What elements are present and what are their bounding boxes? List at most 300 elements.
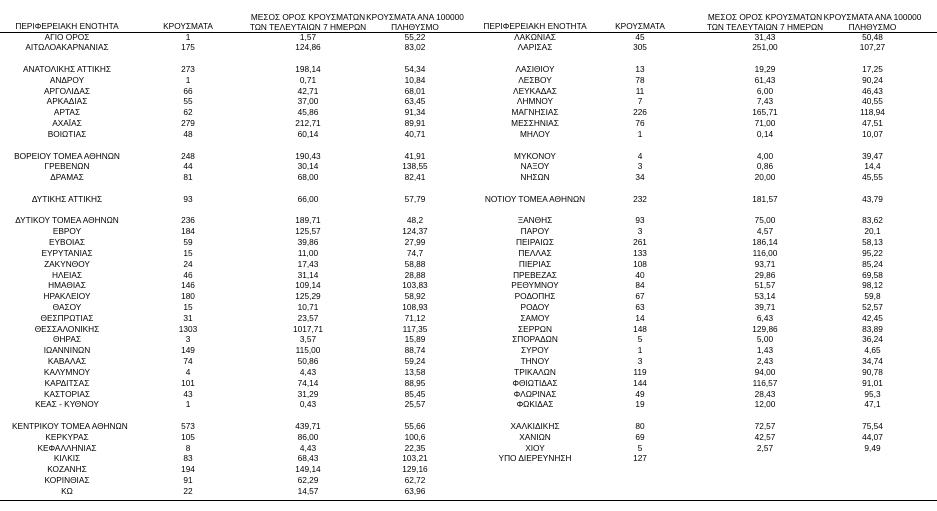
row-name: ΘΕΣΣΑΛΟΝΙΚΗΣ [34,323,100,334]
row-per100k: 9,49 [864,442,881,453]
row-avg7: 29,86 [754,269,776,280]
bottom-rule [0,500,937,501]
row-name: ΚΟΡΙΝΘΙΑΣ [44,475,90,486]
row-per100k: 34,74 [862,356,883,367]
header-cases-left: ΚΡΟΥΣΜΑΤΑ [163,21,213,31]
row-cases: 43 [183,388,193,399]
row-cases: 148 [633,323,647,334]
row-name: ΔΡΑΜΑΣ [50,172,84,183]
row-cases: 24 [183,258,193,269]
row-cases: 261 [633,237,647,248]
row-name: ΑΝΔΡΟΥ [49,74,85,85]
header-avg7-line2: ΤΩΝ ΤΕΛΕΥΤΑΙΩΝ 7 ΗΜΕΡΩΝ [249,21,367,32]
header-per100k-left [360,13,470,32]
row-cases: 133 [633,247,647,258]
row-avg7: 37,00 [297,96,319,107]
row-name: ΧΙΟΥ [525,442,545,453]
row-avg7: 212,71 [295,118,321,129]
row-name: ΑΙΤΩΛΟΑΚΑΡΝΑΝΙΑΣ [25,42,109,53]
row-per100k: 13,58 [404,366,426,377]
row-avg7: 125,57 [295,226,321,237]
row-avg7: 19,29 [754,63,776,74]
row-name: ΠΡΕΒΕΖΑΣ [513,269,557,280]
row-cases: 44 [183,161,193,172]
row-name: ΠΑΡΟΥ [520,226,550,237]
row-avg7: 1,43 [756,345,774,356]
row-per100k: 89,91 [404,118,426,129]
row-cases: 93 [183,193,193,204]
row-cases: 45 [635,31,645,42]
row-name: ΛΕΣΒΟΥ [518,74,552,85]
row-per100k: 36,24 [862,334,883,345]
row-avg7: 0,14 [756,128,774,139]
row-avg7: 11,00 [297,247,319,258]
row-per100k: 85,45 [404,388,426,399]
row-name: ΗΡΑΚΛΕΙΟΥ [43,291,91,302]
row-name: ΡΕΘΥΜΝΟΥ [511,280,559,291]
row-cases: 3 [637,356,643,367]
row-cases: 91 [183,475,193,486]
row-cases: 83 [183,453,193,464]
row-avg7: 51,57 [754,280,776,291]
row-avg7: 149,14 [295,464,321,475]
row-avg7: 45,86 [297,107,319,118]
row-per100k: 39,47 [862,150,883,161]
row-avg7: 198,14 [295,63,321,74]
row-cases: 19 [635,399,645,410]
row-name: ΑΝΑΤΟΛΙΚΗΣ ΑΤΤΙΚΗΣ [22,63,112,74]
row-name: ΑΡΤΑΣ [53,107,81,118]
row-per100k: 40,55 [862,96,883,107]
row-name: ΣΠΟΡΑΔΩΝ [512,334,558,345]
row-name: ΕΥΒΟΙΑΣ [48,237,86,248]
row-avg7: 68,00 [297,172,319,183]
row-cases: 101 [181,377,195,388]
row-cases: 4 [185,366,191,377]
row-per100k: 57,79 [404,193,426,204]
row-avg7: 50,86 [297,356,319,367]
row-per100k: 46,43 [862,85,883,96]
row-per100k: 15,89 [404,334,426,345]
row-per100k: 75,54 [862,421,883,432]
row-cases: 194 [181,464,195,475]
row-per100k: 100,6 [404,431,426,442]
row-name: ΤΗΝΟΥ [520,356,550,367]
row-cases: 305 [633,42,647,53]
row-name: ΧΑΛΚΙΔΙΚΗΣ [510,421,560,432]
row-avg7: 61,43 [754,74,776,85]
row-avg7: 125,29 [295,291,321,302]
row-per100k: 55,66 [404,421,426,432]
row-name: ΜΥΚΟΝΟΥ [514,150,556,161]
row-per100k: 83,89 [862,323,883,334]
row-avg7: 165,71 [752,107,778,118]
row-cases: 78 [635,74,645,85]
row-avg7: 39,86 [297,237,319,248]
row-per100k: 47,51 [862,118,883,129]
row-avg7: 20,00 [754,172,776,183]
row-cases: 80 [635,421,645,432]
header-per100k-line1: ΚΡΟΥΣΜΑΤΑ ΑΝΑ 100000 [823,12,922,22]
row-cases: 13 [635,63,645,74]
row-avg7: 31,14 [297,269,319,280]
row-avg7: 0,43 [299,399,317,410]
row-avg7: 1017,71 [293,323,323,334]
row-per100k: 95,22 [862,247,883,258]
row-cases: 573 [181,421,195,432]
row-cases: 49 [635,388,645,399]
row-name: ΣΕΡΡΩΝ [518,323,552,334]
row-cases: 59 [183,237,193,248]
row-per100k: 88,95 [404,377,426,388]
row-avg7: 190,43 [295,150,321,161]
row-name: ΣΥΡΟΥ [521,345,549,356]
row-name: ΚΕΦΑΛΛΗΝΙΑΣ [37,442,97,453]
row-cases: 119 [633,366,647,377]
row-name: ΛΑΣΙΘΙΟΥ [515,63,555,74]
row-per100k: 44,07 [862,431,883,442]
row-name: ΘΗΡΑΣ [52,334,82,345]
row-cases: 15 [183,302,193,312]
row-avg7: 0,86 [756,161,774,172]
row-per100k: 98,12 [862,280,883,291]
row-name: ΚΑΣΤΟΡΙΑΣ [43,388,91,399]
row-avg7: 116,00 [752,247,778,258]
row-per100k: 95,3 [864,388,881,399]
row-name: ΑΡΓΟΛΙΔΑΣ [44,85,90,96]
header-avg7-left [238,13,378,32]
row-per100k: 88,74 [404,345,426,356]
row-avg7: 4,57 [756,226,774,237]
row-name: ΔΥΤΙΚΟΥ ΤΟΜΕΑ ΑΘΗΝΩΝ [15,215,119,226]
row-cases: 1 [637,128,643,139]
row-name: ΛΕΥΚΑΔΑΣ [513,85,557,96]
row-cases: 66 [183,85,193,96]
row-cases: 226 [633,107,647,118]
row-per100k: 91,34 [404,107,426,118]
row-per100k: 63,96 [404,485,426,496]
row-per100k: 117,35 [402,323,428,334]
row-avg7: 7,43 [756,96,774,107]
row-name: ΒΟΡΕΙΟΥ ΤΟΜΕΑ ΑΘΗΝΩΝ [14,150,120,161]
row-avg7: 2,57 [756,442,774,453]
row-cases: 74 [183,356,193,367]
row-name: ΑΓΙΟ ΟΡΟΣ [44,31,90,42]
row-per100k: 58,88 [404,258,426,269]
row-per100k: 40,71 [404,128,426,139]
row-name: ΧΑΝΙΩΝ [519,431,551,442]
row-cases: 273 [181,63,195,74]
row-name: ΕΒΡΟΥ [52,226,82,237]
row-name: ΚΕΝΤΡΙΚΟΥ ΤΟΜΕΑ ΑΘΗΝΩΝ [12,421,128,432]
header-cases-right: ΚΡΟΥΣΜΑΤΑ [615,21,665,31]
row-name: ΙΩΑΝΝΙΝΩΝ [43,345,91,356]
row-per100k: 55,22 [404,31,426,42]
row-per100k: 20,1 [864,226,881,237]
row-cases: 69 [635,431,645,442]
row-name: ΡΟΔΟΠΗΣ [514,291,556,302]
row-name: ΦΛΩΡΙΝΑΣ [513,388,557,399]
row-name: ΝΟΤΙΟΥ ΤΟΜΕΑ ΑΘΗΝΩΝ [484,193,586,204]
row-cases: 3 [185,334,191,345]
row-avg7: 39,71 [754,302,776,312]
row-name: ΚΩ [61,485,73,496]
row-avg7: 116,57 [752,377,778,388]
row-per100k: 85,24 [862,258,883,269]
header-avg7-right [695,13,835,32]
row-avg7: 23,57 [297,312,319,323]
row-name: ΛΑΚΩΝΙΑΣ [514,31,556,42]
row-cases: 279 [181,118,195,129]
row-cases: 232 [633,193,647,204]
row-per100k: 14,4 [864,161,881,172]
row-name: ΚΕΡΚΥΡΑΣ [45,431,89,442]
row-avg7: 181,57 [752,193,778,204]
row-per100k: 108,93 [402,302,428,312]
row-avg7: 31,29 [297,388,319,399]
row-cases: 236 [181,215,195,226]
row-per100k: 69,58 [862,269,883,280]
header-per100k-line2: ΠΛΗΘΥΣΜΟ [848,21,897,32]
row-per100k: 62,72 [404,475,426,486]
row-cases: 5 [637,334,643,345]
row-name: ΘΕΣΠΡΩΤΙΑΣ [40,312,94,323]
row-avg7: 4,43 [299,366,317,377]
row-cases: 184 [181,226,195,237]
row-cases: 4 [637,150,643,161]
row-cases: 81 [183,172,193,183]
row-avg7: 74,14 [297,377,319,388]
row-name: ΜΑΓΝΗΣΙΑΣ [511,107,559,118]
row-per100k: 25,57 [404,399,426,410]
row-per100k: 63,45 [404,96,426,107]
row-avg7: 4,43 [299,442,317,453]
row-name: ΗΜΑΘΙΑΣ [48,280,86,291]
row-name: ΔΥΤΙΚΗΣ ΑΤΤΙΚΗΣ [31,193,103,204]
row-cases: 55 [183,96,193,107]
row-per100k: 58,92 [404,291,426,302]
row-avg7: 6,43 [756,312,774,323]
row-name: ΚΙΛΚΙΣ [53,453,81,464]
row-name: ΚΟΖΑΝΗΣ [47,464,87,475]
header-avg7-line1: ΜΕΣΟΣ ΟΡΟΣ ΚΡΟΥΣΜΑΤΩΝ [707,12,823,22]
row-avg7: 129,86 [752,323,778,334]
row-per100k: 42,45 [862,312,883,323]
row-cases: 108 [633,258,647,269]
row-per100k: 10,84 [404,74,426,85]
row-avg7: 5,00 [756,334,774,345]
row-cases: 144 [633,377,647,388]
row-cases: 84 [635,280,645,291]
row-per100k: 124,37 [402,226,428,237]
row-name: ΓΡΕΒΕΝΩΝ [44,161,90,172]
header-region-left: ΠΕΡΙΦΕΡΕΙΑΚΗ ΕΝΟΤΗΤΑ [15,21,119,31]
row-avg7: 186,14 [752,237,778,248]
row-per100k: 22,35 [404,442,426,453]
row-per100k: 71,12 [404,312,426,323]
row-avg7: 439,71 [295,421,321,432]
row-avg7: 189,71 [295,215,321,226]
row-name: ΘΑΣΟΥ [52,302,82,312]
row-cases: 3 [637,226,643,237]
row-avg7: 86,00 [297,431,319,442]
row-per100k: 10,07 [862,128,883,139]
header-per100k-line1: ΚΡΟΥΣΜΑΤΑ ΑΝΑ 100000 [366,12,464,22]
row-name: ΚΑΡΔΙΤΣΑΣ [44,377,90,388]
row-per100k: 48,2 [406,215,424,226]
row-avg7: 1,57 [299,31,317,42]
row-cases: 105 [181,431,195,442]
row-name: ΠΕΛΛΑΣ [518,247,552,258]
row-cases: 11 [635,85,645,96]
row-per100k: 129,16 [402,464,428,475]
row-avg7: 17,43 [297,258,319,269]
row-per100k: 90,78 [862,366,883,377]
header-region-right: ΠΕΡΙΦΕΡΕΙΑΚΗ ΕΝΟΤΗΤΑ [483,21,587,31]
row-cases: 46 [183,269,193,280]
row-cases: 149 [181,345,195,356]
row-per100k: 47,1 [864,399,881,410]
row-per100k: 138,55 [402,161,428,172]
row-cases: 1303 [178,323,198,334]
row-name: ΛΑΡΙΣΑΣ [517,42,553,53]
row-name: ΚΕΑΣ - ΚΥΘΝΟΥ [35,399,99,410]
row-avg7: 93,71 [754,258,776,269]
row-cases: 67 [635,291,645,302]
row-avg7: 71,00 [754,118,776,129]
header-avg7-line2: ΤΩΝ ΤΕΛΕΥΤΑΙΩΝ 7 ΗΜΕΡΩΝ [706,21,824,32]
row-name: ΠΙΕΡΙΑΣ [518,258,552,269]
row-per100k: 58,13 [862,237,883,248]
row-avg7: 14,57 [297,485,319,496]
row-per100k: 59,8 [864,291,881,302]
row-avg7: 68,43 [297,453,319,464]
row-avg7: 94,00 [754,366,776,377]
row-cases: 1 [185,399,191,410]
row-per100k: 43,79 [862,193,883,204]
row-avg7: 62,29 [297,475,319,486]
row-name: ΑΡΚΑΔΙΑΣ [46,96,88,107]
row-per100k: 28,88 [404,269,426,280]
row-cases: 180 [181,291,195,302]
row-cases: 5 [637,442,643,453]
row-cases: 248 [181,150,195,161]
row-avg7: 2,43 [756,356,774,367]
row-per100k: 27,99 [404,237,426,248]
row-cases: 34 [635,172,645,183]
row-avg7: 53,14 [754,291,776,302]
row-per100k: 52,57 [862,302,883,312]
row-name: ΖΑΚΥΝΘΟΥ [44,258,90,269]
row-per100k: 68,01 [404,85,426,96]
row-avg7: 4,00 [756,150,774,161]
row-per100k: 41,91 [404,150,426,161]
row-cases: 1 [637,345,643,356]
row-name: ΜΗΛΟΥ [520,128,550,139]
row-name: ΝΗΣΩΝ [520,172,550,183]
row-cases: 146 [181,280,195,291]
row-avg7: 115,00 [295,345,321,356]
header-per100k-right [815,13,930,32]
row-avg7: 6,00 [756,85,774,96]
row-name: ΦΩΚΙΔΑΣ [516,399,554,410]
row-cases: 40 [635,269,645,280]
row-cases: 76 [635,118,645,129]
row-cases: 14 [635,312,645,323]
row-name: ΑΧΑΪΑΣ [52,118,82,129]
row-per100k: 17,25 [862,63,883,74]
row-avg7: 28,43 [754,388,776,399]
row-cases: 8 [185,442,191,453]
row-avg7: 60,14 [297,128,319,139]
row-name: ΚΑΛΥΜΝΟΥ [43,366,91,377]
row-per100k: 50,48 [862,31,883,42]
row-per100k: 83,62 [862,215,883,226]
row-cases: 62 [183,107,193,118]
row-cases: 93 [635,215,645,226]
row-avg7: 109,14 [295,280,321,291]
row-avg7: 31,43 [754,31,776,42]
row-avg7: 42,57 [754,431,776,442]
row-per100k: 59,24 [404,356,426,367]
row-cases: 127 [633,453,647,464]
row-name: ΚΑΒΑΛΑΣ [47,356,87,367]
row-cases: 15 [183,247,193,258]
row-name: ΒΟΙΩΤΙΑΣ [47,128,87,139]
row-cases: 31 [183,312,193,323]
row-name: ΠΕΙΡΑΙΩΣ [516,237,554,248]
row-per100k: 118,94 [860,107,885,118]
row-per100k: 4,65 [864,345,881,356]
row-per100k: 82,41 [404,172,426,183]
row-avg7: 124,86 [295,42,321,53]
row-name: ΕΥΡΥΤΑΝΙΑΣ [41,247,93,258]
row-avg7: 10,71 [297,302,319,312]
row-avg7: 72,57 [754,421,776,432]
row-cases: 7 [637,96,643,107]
row-name: ΦΘΙΩΤΙΔΑΣ [512,377,558,388]
row-per100k: 107,27 [859,42,886,53]
row-avg7: 12,00 [754,399,776,410]
row-avg7: 0,71 [299,74,317,85]
row-cases: 1 [185,74,191,85]
row-name: ΥΠΟ ΔΙΕΡΕΥΝΗΣΗ [498,453,572,464]
row-per100k: 45,55 [862,172,883,183]
row-cases: 48 [183,128,193,139]
row-name: ΞΑΝΘΗΣ [517,215,553,226]
header-per100k-line2: ΠΛΗΘΥΣΜΟ [391,21,439,32]
row-avg7: 42,71 [297,85,319,96]
row-per100k: 83,02 [404,42,426,53]
row-per100k: 91,01 [862,377,883,388]
row-per100k: 74,7 [406,247,424,258]
row-name: ΤΡΙΚΑΛΩΝ [514,366,556,377]
row-name: ΛΗΜΝΟΥ [516,96,554,107]
row-name: ΝΑΞΟΥ [520,161,550,172]
row-name: ΣΑΜΟΥ [520,312,550,323]
row-cases: 22 [183,485,193,496]
row-per100k: 103,83 [402,280,428,291]
row-per100k: 90,24 [862,74,883,85]
row-name: ΗΛΕΙΑΣ [51,269,83,280]
row-avg7: 66,00 [297,193,319,204]
row-per100k: 103,21 [402,453,428,464]
row-avg7: 251,00 [752,42,778,53]
row-cases: 175 [181,42,195,53]
row-cases: 63 [635,302,645,312]
row-avg7: 30,14 [297,161,319,172]
row-name: ΡΟΔΟΥ [520,302,550,312]
